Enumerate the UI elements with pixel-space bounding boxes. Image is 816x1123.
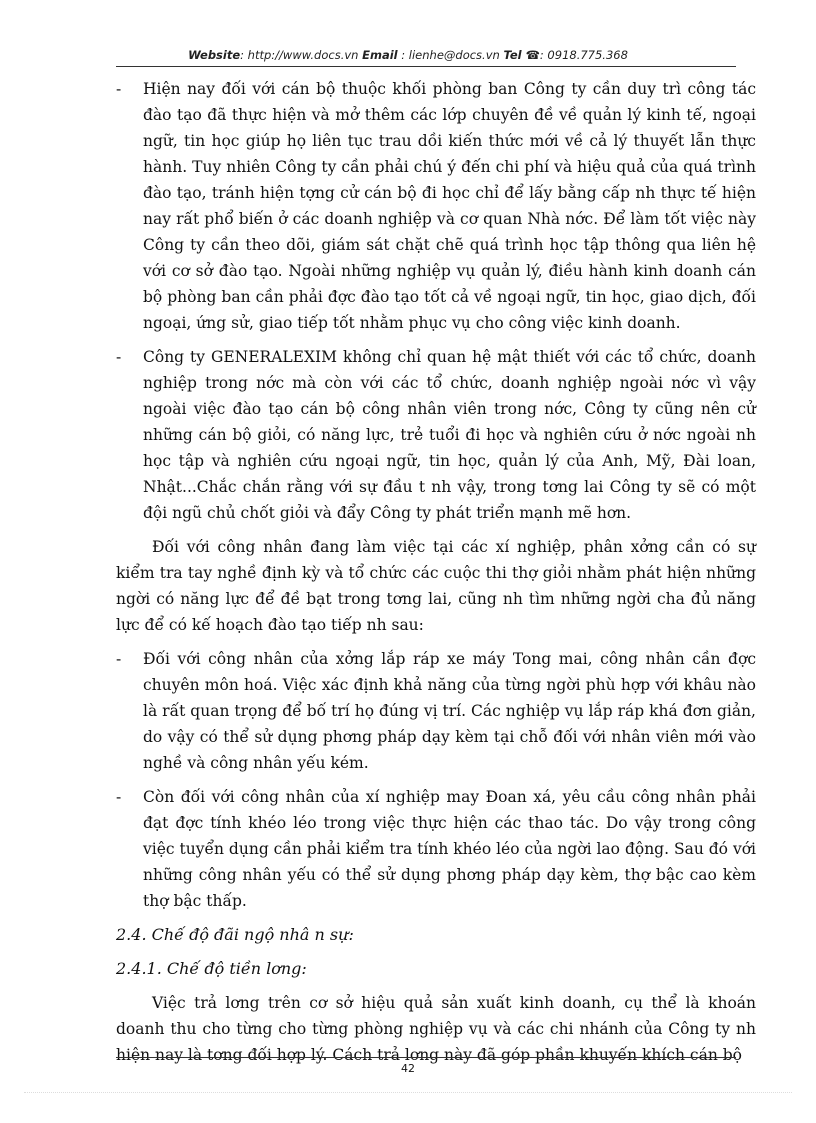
bullet-text: Hiện nay đối với cán bộ thuộc khối phòng ban Công ty cần duy trì công tác đào tạo đã thực hiện và mở thêm các lớp chuyên đề về quản lý kinh tế, ngoại ngữ, tin học giúp họ liên tục trau dồi kiến thức mới về cả lý thuyết lẫn thực hành. Tuy nhiên Công ty cần phải chú ý đến chi phí và hiệu quả của quá trình đào tạo, tránh hiện tợng cử cán bộ đi học chỉ để lấy bằng cấp nh thực tế hiện nay rất phổ biến ở các doanh nghiệp và cơ quan Nhà nớc. Để làm tốt việc này Công ty cần theo dõi, giám sát chặt chẽ quá trình học tập thông qua liên hệ với cơ sở đào tạo. Ngoài những nghiệp vụ quản lý, điều hành kinh doanh cán bộ phòng ban cần phải đợc đào tạo tốt cả về ngoại ngữ, tin học, giao dịch, đối ngoại, ứng sử, giao tiếp tốt nhằm phục vụ cho công việc kinh doanh. (143, 80, 756, 332)
bullet-text: Đối với công nhân của xởng lắp ráp xe máy Tong mai, công nhân cần đợc chuyên môn hoá. Việc xác định khả năng của từng ngời phù hợp với khâu nào là rất quan trọng để bố trí họ đúng vị trí. Các nghiệp vụ lắp ráp khá đơn giản, do vậy có thể sử dụng phơng pháp dạy kèm tại chỗ đối với nhân viên mới vào nghề và công nhân yếu kém. (143, 650, 756, 772)
document-body (116, 76, 756, 1076)
page-header (0, 48, 816, 62)
tel-value: : 0918.775.368 (539, 48, 628, 62)
email-label: Email (362, 48, 398, 62)
bullet-dash: - (116, 80, 122, 98)
tel-label: Tel ☎ (503, 48, 540, 62)
bullet-item (116, 344, 756, 526)
bullet-item (116, 646, 756, 776)
bullet-text: Công ty GENERALEXIM không chỉ quan hệ mật thiết với các tổ chức, doanh nghiệp trong nớc mà còn với các tổ chức, doanh nghiệp ngoài nớc vì vậy ngoài việc đào tạo cán bộ công nhân viên trong nớc, Công ty cũng nên cử những cán bộ giỏi, có năng lực, trẻ tuổi đi học và nghiên cứu ở nớc ngoài nh học tập và nghiên cứu ngoại ngữ, tin học, quản lý của Anh, Mỹ, Đài loan, Nhật...Chắc chắn rằng với sự đầu t nh vậy, trong tơng lai Công ty sẽ có một đội ngũ chủ chốt giỏi và đẩy Công ty phát triển mạnh mẽ hơn. (143, 348, 756, 522)
bullet-item (116, 784, 756, 914)
website-value: : http://www.docs.vn (240, 48, 359, 62)
bullet-dash: - (116, 788, 122, 806)
subsection-heading: 2.4.1. Chế độ tiền lơng: (116, 959, 307, 978)
paragraph: Việc trả lơng trên cơ sở hiệu quả sản xuất kinh doanh, cụ thể là khoán doanh thu cho từng cho từng phòng nghiệp vụ và các chi nhánh của Công ty nh hiện nay là tơng đối hợp lý. Cách trả lơng này đã góp phần khuyến khích cán bộ (116, 994, 756, 1064)
bullet-text: Còn đối với công nhân của xí nghiệp may Đoan xá, yêu cầu công nhân phải đạt đợc tính khéo léo trong việc thực hiện các thao tác. Do vậy trong công việc tuyển dụng cần phải kiểm tra tính khéo léo của ngời lao động. Sau đó với những công nhân yếu có thể sử dụng phơng pháp dạy kèm, thợ bậc cao kèm thợ bậc thấp. (143, 788, 756, 910)
bullet-item (116, 76, 756, 336)
footer-rule (116, 1057, 736, 1058)
bullet-dash: - (116, 650, 122, 668)
website-label: Website (188, 48, 241, 62)
section-heading: 2.4. Chế độ đãi ngộ nhâ n sự: (116, 925, 354, 944)
header-rule (116, 66, 736, 67)
page-edge-dotted-line (24, 1092, 792, 1093)
bullet-dash: - (116, 348, 122, 366)
email-value: : lienhe@docs.vn (401, 48, 500, 62)
page-number: 42 (401, 1062, 415, 1075)
paragraph: Đối với công nhân đang làm việc tại các xí nghiệp, phân xởng cần có sự kiểm tra tay nghề định kỳ và tổ chức các cuộc thi thợ giỏi nhằm phát hiện những ngời có năng lực để đề bạt trong tơng lai, cũng nh tìm những ngời cha đủ năng lực để có kế hoạch đào tạo tiếp nh sau: (116, 538, 756, 634)
